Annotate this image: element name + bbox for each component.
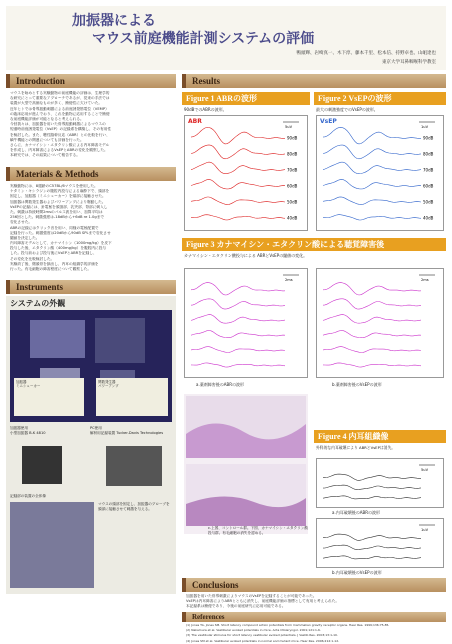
reference-line: (3) The vestibular stimulus for short latency vestibular evoked potentials. J Vestib Res. 2003;13:1-10. <box>186 633 338 638</box>
materials-heading: Materials & Methods <box>6 167 176 181</box>
intro-line: さらに、カナマイシン・エタクリン酸による内耳障害モデル <box>10 142 110 147</box>
fig2-label: VsEP <box>320 118 337 125</box>
intensity-label: 90dB <box>287 135 298 141</box>
waveform-trace <box>191 215 285 220</box>
reference-line: (4) Jones SM et al. Vestibular evoked potentials in normal and mutant mice. Hear Res. 2006;212:1-12. <box>186 638 340 643</box>
results-heading: Results <box>182 74 446 88</box>
scale-label: 5uV <box>421 468 429 472</box>
materials-line: 変化させた。 <box>10 220 33 225</box>
materials-line: 加振器は関数発生器およびパワーアンプにより駆動した。 <box>10 199 106 204</box>
waveform-trace <box>191 145 285 159</box>
fig2-waveforms <box>317 116 445 232</box>
caption-left: 加振器使用 小型加振器 B-K 4810 <box>10 426 46 435</box>
intro-line: を作成し、内耳障害によるVsEPとABRの変化を観察した。 <box>10 148 108 153</box>
intensity-label: 40dB <box>423 215 434 221</box>
waveform-trace <box>323 474 421 480</box>
materials-line: 行った。有毛細胞の障害程度について観察した。 <box>10 267 92 271</box>
fig2-desc: 最大の刺激強度でのVsEPの波形。 <box>316 107 378 112</box>
waveform-trace <box>191 315 285 324</box>
fig4-heading: Figure 4 内耳組織像 <box>314 430 446 443</box>
scale-label: 1uV <box>421 528 429 532</box>
fig3-caption-a: a.薬剤障害後のABRの波形 <box>196 382 244 387</box>
conclusion-line: VsEPは内耳障害によりABRとともに消失し、前庭機能評価の指標として有用と考えられた。 <box>186 599 340 604</box>
materials-line: VsEPの記録には、針電極を頭頂部、乳突部、背部に刺入し <box>10 204 108 209</box>
fig4b-plot <box>316 518 444 568</box>
fig4a-waveforms <box>317 459 445 509</box>
conclusions-heading: Conclusions <box>182 578 446 592</box>
conclusion-line: 本記録系は簡便であり、今後の前庭研究に応用可能である。 <box>186 604 286 609</box>
materials-line: 閾値を決定した。 <box>10 235 40 240</box>
caption-right: PC使用 解析用記録装置 Tucker-Davis Technologies <box>90 426 164 435</box>
reference-line: (2) Nakamura et al. Vestibular evoked potentials in mice. Acta Otolaryngol. 2001;121:1-6. <box>186 628 321 633</box>
reference-line: (1) Jones TA, Jones SM. Short latency compound action potentials from mammalian gravity receptor organs. Hear Res. 1999;136:75-85. <box>186 623 390 627</box>
poster-header <box>6 6 446 70</box>
affiliation: 東京大学耳鼻咽喉科学教室 <box>382 60 436 65</box>
setup-photo <box>10 502 94 588</box>
intensity-label: 40dB <box>287 215 298 221</box>
fig3a-waveforms <box>185 269 309 379</box>
intensity-label: 70dB <box>287 167 298 173</box>
introduction-heading: Introduction <box>6 74 176 88</box>
introduction-text <box>10 91 176 163</box>
scale-label: 1uV <box>421 125 429 129</box>
waveform-trace <box>323 162 421 174</box>
fig3-caption-b: b.薬剤障害後のVsEPの波形 <box>332 382 382 387</box>
poster <box>6 6 446 643</box>
waveform-trace <box>191 363 285 367</box>
fig1-desc: 90dBでのABRの波形。 <box>184 107 227 112</box>
fig2-heading: Figure 2 VsEPの波形 <box>314 92 446 105</box>
materials-line: 内耳障害モデルとして、カナマイシン（1000mg/kg）を皮下 <box>10 241 112 246</box>
materials-line: 投与した後、エタクリン酸（400mg/kg）を腹腔内に投与 <box>10 246 107 251</box>
intensity-label: 50dB <box>287 199 298 205</box>
materials-line: 実験終了後、側頭骨を摘出し、内耳の組織学的評価を <box>10 261 99 266</box>
fig4-desc: 外科的な内耳破壊により ABRとVsEPは消失。 <box>316 445 396 450</box>
waveform-trace <box>323 197 421 205</box>
references-heading: References <box>182 612 446 622</box>
waveform-trace <box>191 283 285 295</box>
scale-label: 2ms <box>421 278 429 282</box>
intro-line: 短潜時前庭誘発電位（VsEP）の記録系を構築し、その有用性 <box>10 127 112 132</box>
waveform-trace <box>191 127 285 143</box>
fig3b-plot <box>316 268 444 378</box>
instruments-title: システムの外観 <box>10 299 66 308</box>
references-text <box>186 623 444 643</box>
scale-label: 2ms <box>285 278 293 282</box>
intro-line: な研究にとって重要なアプローチであるが、従来の手法では <box>10 96 110 101</box>
histology-images <box>184 394 308 534</box>
fig2-plot <box>316 115 444 231</box>
fig4-caption-a: a.内耳破壊後のABRの波形 <box>332 510 380 515</box>
label-left: 加振器 ミニシェーカー <box>14 378 84 416</box>
intro-line: を検討した。また、聴性脳幹反応（ABR）との比較を行い、 <box>10 132 110 137</box>
waveform-trace <box>323 556 421 559</box>
shaker-photo <box>22 446 62 484</box>
fig1-plot <box>184 115 308 231</box>
waveform-trace <box>323 496 421 499</box>
waveform-trace <box>323 485 421 490</box>
waveform-trace <box>323 127 421 143</box>
intro-line: 装置が大型で高価なものが多く、簡便性に欠けていた。 <box>10 101 103 106</box>
histology-panel <box>184 394 308 534</box>
authors: 鴨頭輝、岩崎真一、木下淳、藤本千里、松本信、持野卓也、山岨達也 <box>296 51 436 56</box>
fig3a-plot <box>184 268 308 378</box>
materials-line: た。刺激は持続時間2msのパルス波を用い、加算平均は <box>10 209 103 214</box>
waveform-trace <box>323 315 421 324</box>
waveform-trace <box>323 545 421 550</box>
intensity-label: 80dB <box>287 151 298 157</box>
materials-line: 実験動物には、8週齢のC57BL/6マウスを使用した。 <box>10 184 98 188</box>
intro-line: 蝸牛機能との関連についても評価を行った。 <box>10 137 84 142</box>
waveform-trace <box>191 331 285 338</box>
fig4a-plot <box>316 458 444 508</box>
scale-label: 5uV <box>285 125 293 129</box>
waveform-trace <box>323 299 421 309</box>
intro-line: の臨床応用が進んでおり、これを動物に応用することで簡便 <box>10 111 110 116</box>
waveform-trace <box>191 347 285 353</box>
histology-caption: c.上図、コントロール群。下図、カナマイシン・エタクリン酸投与群。有毛細胞の消失を認める。 <box>208 526 308 535</box>
fig3-heading: Figure 3 カナマイシン・エタクリン酸による聴覚障害後 <box>182 238 446 251</box>
intro-line: 今回我々は、加振器を用いた骨導振動刺激によるマウスの <box>10 122 106 127</box>
waveform-trace <box>323 347 421 353</box>
conclusion-line: 加振器を用いた骨導刺激によりマウスのVsEPを記録することが可能であった。 <box>186 594 317 598</box>
materials-line: 記録を行った。刺激強度は20dBから90dB SPLまで変化させ <box>10 230 111 235</box>
materials-line: ABRの記録にはクリック音を用い、同様の電極配置で <box>10 225 99 230</box>
bottom-desc: マウスの頭部を固定し、加振器のプローブを頭部に接触させて刺激を与える。 <box>98 502 170 511</box>
intensity-label: 50dB <box>423 199 434 205</box>
intro-line: な前庭機能評価が可能となると考えられる。 <box>10 116 84 121</box>
waveform-trace <box>323 145 421 159</box>
bottom-label: 記録部の装置の全体像 <box>10 494 46 498</box>
intensity-label: 60dB <box>287 183 298 189</box>
fig1-heading: Figure 1 ABRの波形 <box>182 92 310 105</box>
waveform-trace <box>191 197 285 205</box>
conclusions-text <box>186 594 444 610</box>
waveform-trace <box>191 162 285 174</box>
waveform-trace <box>191 179 285 189</box>
fig1-waveforms <box>185 116 309 232</box>
recorder-photo <box>106 446 162 486</box>
intensity-label: 60dB <box>423 183 434 189</box>
fig3b-waveforms <box>317 269 445 379</box>
materials-text <box>10 184 176 276</box>
waveform-trace <box>323 179 421 189</box>
intensity-label: 80dB <box>423 151 434 157</box>
intro-line: マウスを始めとする実験動物の前庭機能の評価は、生理学的 <box>10 91 110 95</box>
materials-line: 固定し、加振器（ミニシェーカー）を頭部に接触させた。 <box>10 194 106 199</box>
system-photo <box>10 310 172 422</box>
intensity-label: 90dB <box>423 135 434 141</box>
fig4b-waveforms <box>317 519 445 569</box>
waveform-trace <box>323 215 421 220</box>
title-line-1: 加振器による <box>72 13 156 29</box>
instruments-panel <box>6 296 176 594</box>
waveform-trace <box>323 363 421 367</box>
waveform-trace <box>323 283 421 295</box>
waveform-trace <box>323 534 421 540</box>
title-line-2: マウス前庭機能計測システムの評価 <box>92 31 315 47</box>
materials-line: その変化を比較検討した。 <box>10 256 55 261</box>
waveform-trace <box>323 331 421 338</box>
instruments-heading: Instruments <box>6 280 176 294</box>
fig3-desc: カナマイシン・エタクリン酸投与による ABRとVsEPの閾値の変化。 <box>184 253 308 258</box>
waveform-trace <box>191 299 285 309</box>
materials-line: 256回とした。刺激強度は-18dBから+6dB re 1.0gまで <box>10 215 105 220</box>
fig4-caption-b: b.内耳破壊後のVsEPの波形 <box>332 570 382 575</box>
label-right: 関数発生器 パワーアンプ <box>96 378 168 416</box>
intro-line: 本研究では、その結果について報告する。 <box>10 153 80 158</box>
materials-line: ケタミン・キシラジンの腹腔内投与による麻酔下で、頭部を <box>10 189 110 194</box>
intro-line: 近年ヒトでは骨導振動刺激による前庭誘発筋電位（VEMP） <box>10 106 109 111</box>
materials-line: した。投与前および投与後にVsEPとABRを記録し、 <box>10 251 97 256</box>
fig1-label: ABR <box>188 118 202 125</box>
intensity-label: 70dB <box>423 167 434 173</box>
